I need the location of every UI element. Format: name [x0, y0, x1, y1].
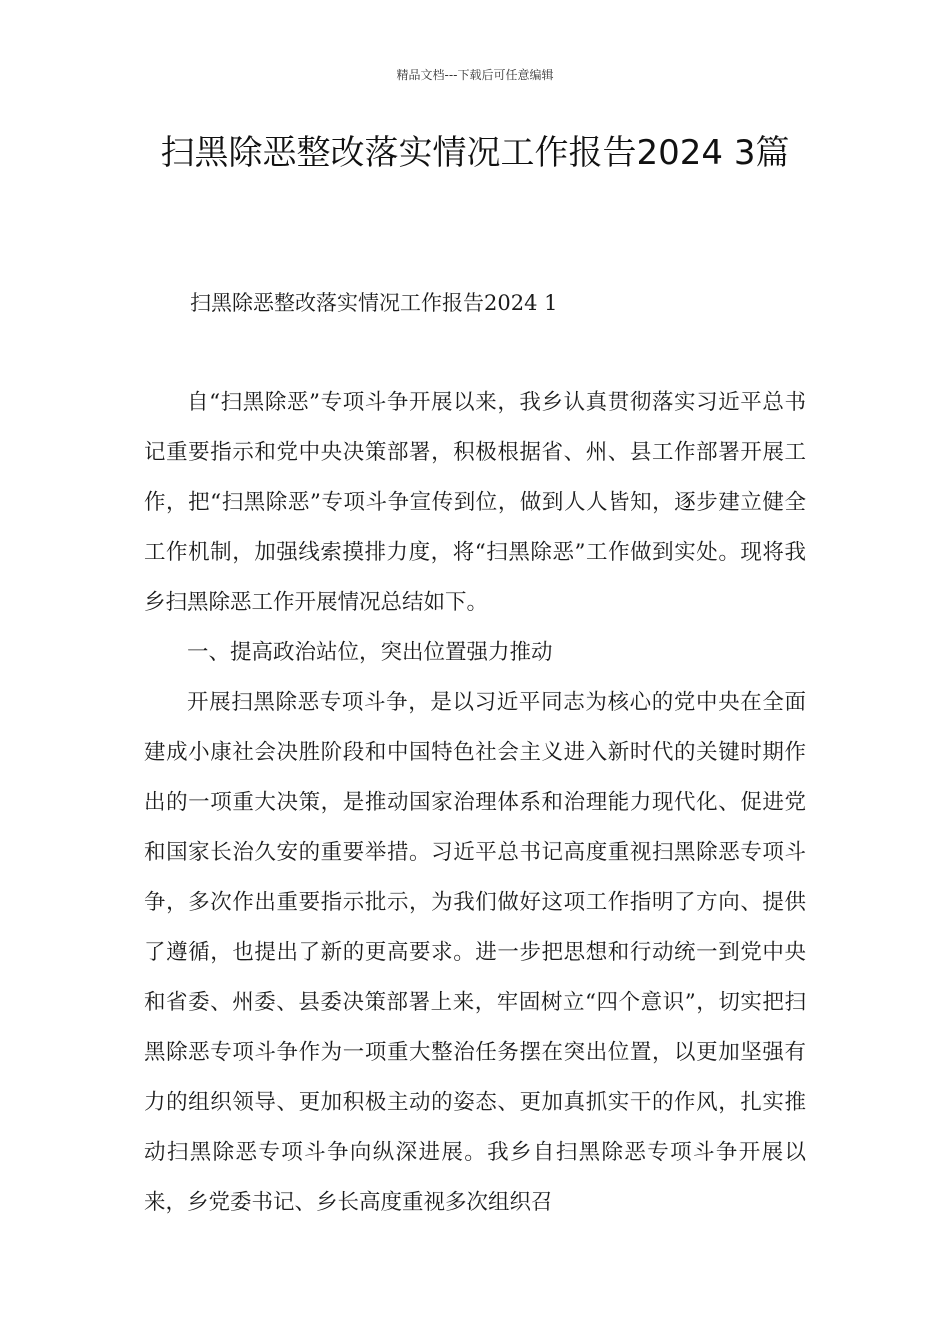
document-title: 扫黑除恶整改落实情况工作报告2024 3篇 — [160, 133, 790, 173]
page-header-note: 精品文档---下载后可任意编辑 — [396, 68, 554, 82]
section-heading-1: 一、提高政治站位，突出位置强力推动 — [187, 640, 553, 665]
document-subtitle: 扫黑除恶整改落实情况工作报告2024 1 — [190, 291, 558, 315]
paragraph-section-1: 开展扫黑除恶专项斗争，是以习近平同志为核心的党中央在全面建成小康社会决胜阶段和中国特色社会主义进入新时代的关键时期作出的一项重大决策，是推动国家治理体系和治理能力现代化、促进党和国家长治久安的重要举措。习近平总书记高度重视扫黑除恶专项斗争，多次作出重要指示批示，为我们做好这项工作指明了方向、提供了遵循，也提出了新的更高要求。进一步把思想和行动统一到党中央和省委、州委、县委决策部署上来，牢固树立“四个意识”，切实把扫黑除恶专项斗争作为一项重大整治任务摆在突出位置，以更加坚强有力的组织领导、更加积极主动的姿态、更加真抓实干的作风，扎实推动扫黑除恶专项斗争向纵深进展。我乡自扫黑除恶专项斗争开展以来，乡党委书记、乡长高度重视多次组织召 — [144, 690, 806, 1215]
paragraph-intro: 自“扫黑除恶”专项斗争开展以来，我乡认真贯彻落实习近平总书记重要指示和党中央决策部署，积极根据省、州、县工作部署开展工作，把“扫黑除恶”专项斗争宣传到位，做到人人皆知，逐步建立健全工作机制，加强线索摸排力度，将“扫黑除恶”工作做到实处。现将我乡扫黑除恶工作开展情况总结如下。 — [144, 390, 806, 615]
document-body — [144, 378, 806, 1228]
